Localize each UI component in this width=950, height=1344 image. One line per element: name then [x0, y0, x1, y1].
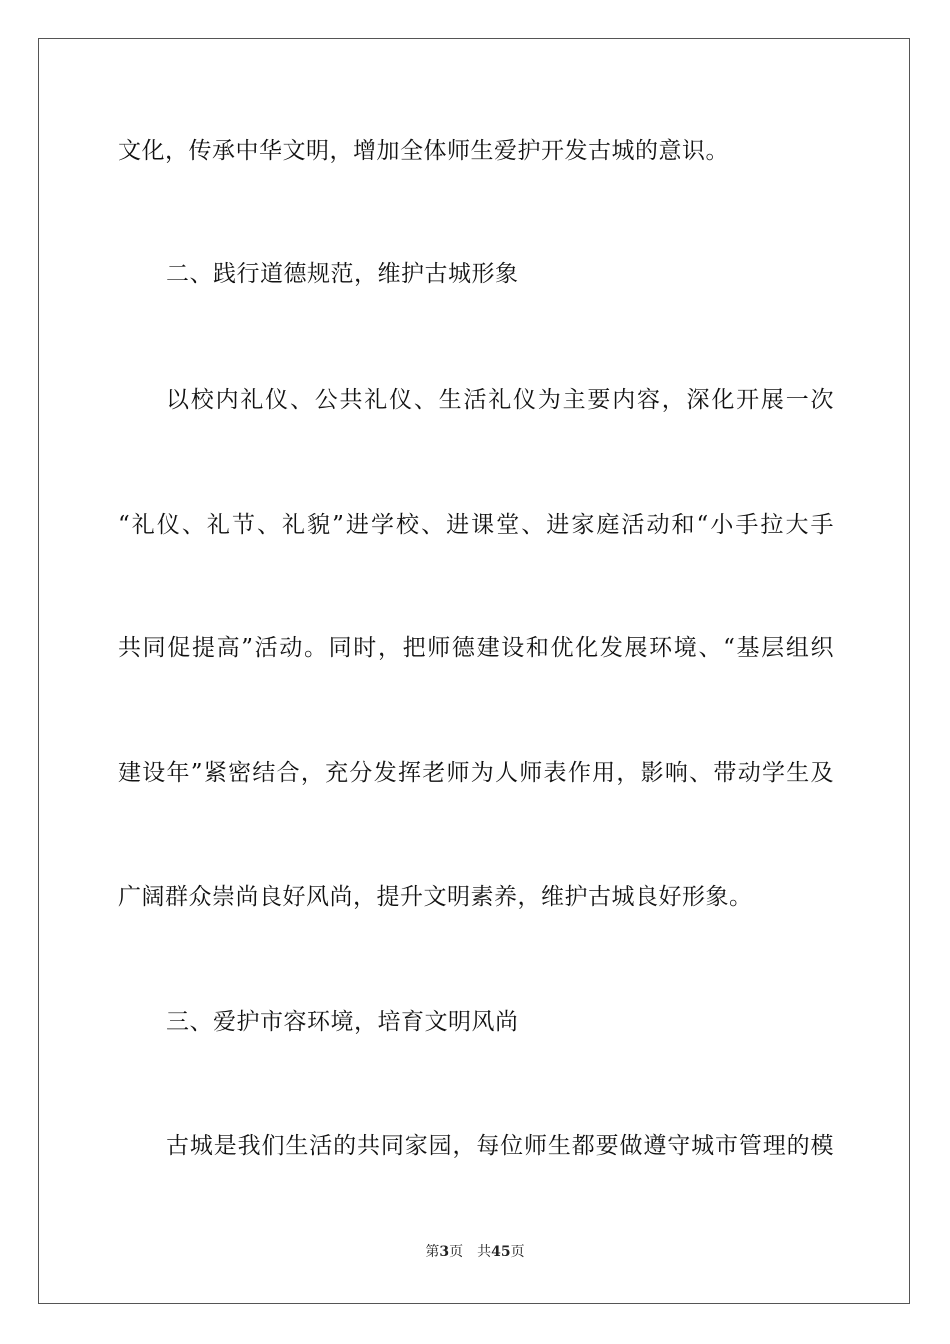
paragraph-line: 古城是我们生活的共同家园，每位师生都要做遵守城市管理的模: [166, 1133, 834, 1159]
page-prefix: 第: [425, 1244, 440, 1260]
page-border: [38, 38, 910, 1304]
page-number: 3: [439, 1244, 450, 1260]
section-heading-3: 三、爱护市容环境，培育文明风尚: [166, 1009, 519, 1035]
paragraph-line: 共同促提高”活动。同时，把师德建设和优化发展环境、“基层组织: [118, 635, 834, 661]
total-prefix: 共: [477, 1244, 492, 1260]
total-pages: 45: [491, 1244, 511, 1260]
section-heading-2: 二、践行道德规范，维护古城形象: [166, 261, 519, 287]
paragraph-line: 文化，传承中华文明，增加全体师生爱护开发古城的意识。: [118, 138, 729, 164]
page-footer: [0, 1243, 950, 1261]
paragraph-line: 以校内礼仪、公共礼仪、生活礼仪为主要内容，深化开展一次: [166, 387, 834, 413]
paragraph-line: 建设年”紧密结合，充分发挥老师为人师表作用，影响、带动学生及: [118, 760, 834, 786]
page-suffix: 页: [449, 1244, 464, 1260]
total-suffix: 页: [510, 1244, 525, 1260]
paragraph-line: 广阔群众崇尚良好风尚，提升文明素养，维护古城良好形象。: [118, 884, 753, 910]
paragraph-line: “礼仪、礼节、礼貌”进学校、进课堂、进家庭活动和“小手拉大手: [118, 512, 834, 538]
